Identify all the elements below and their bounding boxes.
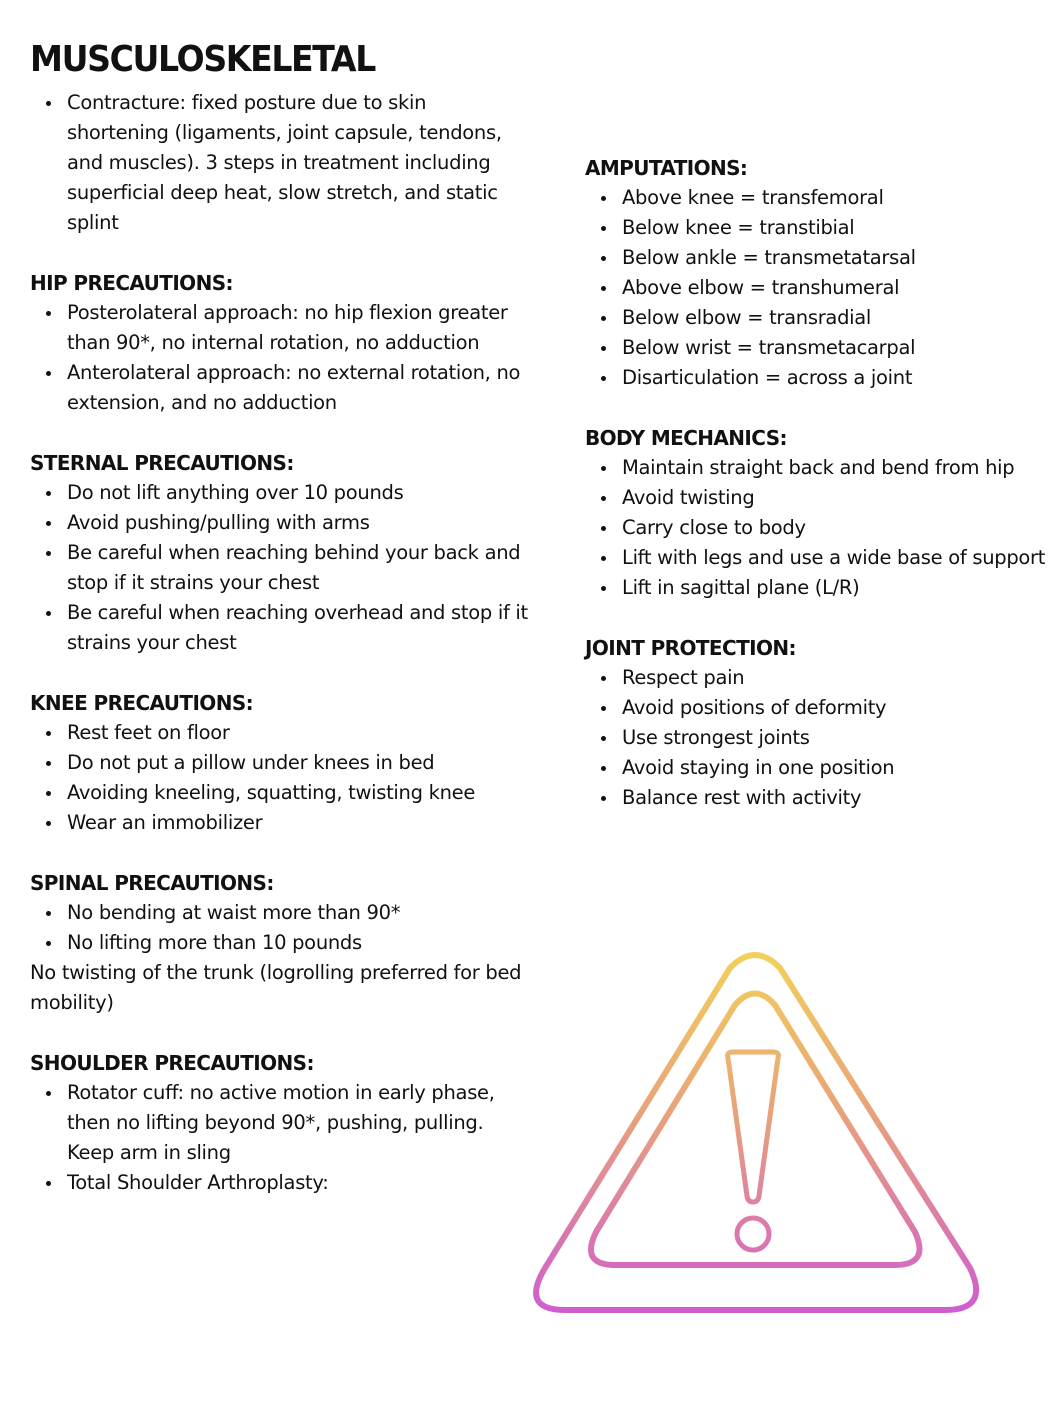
list-item: Anterolateral approach: no external rotation, no extension, and no adduction (30, 358, 530, 418)
amputations-section (585, 153, 1055, 393)
list-item: Be careful when reaching behind your back and stop if it strains your chest (30, 538, 530, 598)
section-heading: KNEE PRECAUTIONS: (30, 691, 254, 715)
spinal-note: No twisting of the trunk (logrolling preferred for bed mobility) (30, 961, 522, 1014)
list-item: Contracture: fixed posture due to skin shortening (ligaments, joint capsule, tendons, and muscles). 3 steps in treatment including superficial deep heat, slow stretch, and static splint (30, 88, 530, 238)
warning-triangle-icon (530, 945, 990, 1335)
body-mechanics-list (585, 453, 1055, 603)
knee-precautions-section (30, 688, 530, 838)
list-item: Total Shoulder Arthroplasty: (30, 1168, 530, 1198)
right-column (585, 153, 1055, 813)
exclamation-dot (737, 1218, 769, 1250)
intro-section (30, 88, 530, 238)
sternal-precautions-list (30, 478, 530, 658)
knee-precautions-list (30, 718, 530, 838)
amputations-list (585, 183, 1055, 393)
outer-triangle (536, 955, 976, 1310)
list-item: Posterolateral approach: no hip flexion greater than 90*, no internal rotation, no adduction (30, 298, 530, 358)
hip-precautions-list (30, 298, 530, 418)
list-item: Avoid staying in one position (585, 753, 1055, 783)
spinal-precautions-list (30, 898, 530, 958)
list-item: Use strongest joints (585, 723, 1055, 753)
list-item: Lift with legs and use a wide base of support (585, 543, 1055, 573)
spinal-precautions-section (30, 868, 530, 1018)
section-heading: SHOULDER PRECAUTIONS: (30, 1051, 314, 1075)
list-item: Above elbow = transhumeral (585, 273, 1055, 303)
list-item: Below elbow = transradial (585, 303, 1055, 333)
joint-protection-list (585, 663, 1055, 813)
list-item: Rest feet on floor (30, 718, 530, 748)
list-item: No bending at waist more than 90* (30, 898, 530, 928)
inner-triangle (591, 994, 920, 1266)
sternal-precautions-section (30, 448, 530, 658)
list-item: Do not put a pillow under knees in bed (30, 748, 530, 778)
joint-protection-section (585, 633, 1055, 813)
list-item: Avoiding kneeling, squatting, twisting knee (30, 778, 530, 808)
section-heading: AMPUTATIONS: (585, 156, 748, 180)
page-title: MUSCULOSKELETAL (30, 39, 375, 80)
list-item: Balance rest with activity (585, 783, 1055, 813)
list-item: Carry close to body (585, 513, 1055, 543)
list-item: Maintain straight back and bend from hip (585, 453, 1055, 483)
shoulder-precautions-section (30, 1048, 530, 1198)
section-heading: STERNAL PRECAUTIONS: (30, 451, 294, 475)
list-item: Below knee = transtibial (585, 213, 1055, 243)
shoulder-precautions-list (30, 1078, 530, 1198)
list-item: Wear an immobilizer (30, 808, 530, 838)
section-heading: BODY MECHANICS: (585, 426, 787, 450)
list-item: Be careful when reaching overhead and stop if it strains your chest (30, 598, 530, 658)
section-heading: HIP PRECAUTIONS: (30, 271, 233, 295)
list-item: Lift in sagittal plane (L/R) (585, 573, 1055, 603)
section-heading: SPINAL PRECAUTIONS: (30, 871, 274, 895)
exclamation-bar (728, 1052, 779, 1202)
list-item: Do not lift anything over 10 pounds (30, 478, 530, 508)
hip-precautions-section (30, 268, 530, 418)
list-item: Avoid twisting (585, 483, 1055, 513)
section-heading: JOINT PROTECTION: (585, 636, 796, 660)
left-column (30, 88, 530, 1198)
list-item: Disarticulation = across a joint (585, 363, 1055, 393)
list-item: Below ankle = transmetatarsal (585, 243, 1055, 273)
list-item: Avoid pushing/pulling with arms (30, 508, 530, 538)
list-item: Respect pain (585, 663, 1055, 693)
body-mechanics-section (585, 423, 1055, 603)
list-item: No lifting more than 10 pounds (30, 928, 530, 958)
list-item: Above knee = transfemoral (585, 183, 1055, 213)
list-item: Avoid positions of deformity (585, 693, 1055, 723)
list-item: Below wrist = transmetacarpal (585, 333, 1055, 363)
list-item: Rotator cuff: no active motion in early phase, then no lifting beyond 90*, pushing, pulling. Keep arm in sling (30, 1078, 530, 1168)
intro-list (30, 88, 530, 238)
